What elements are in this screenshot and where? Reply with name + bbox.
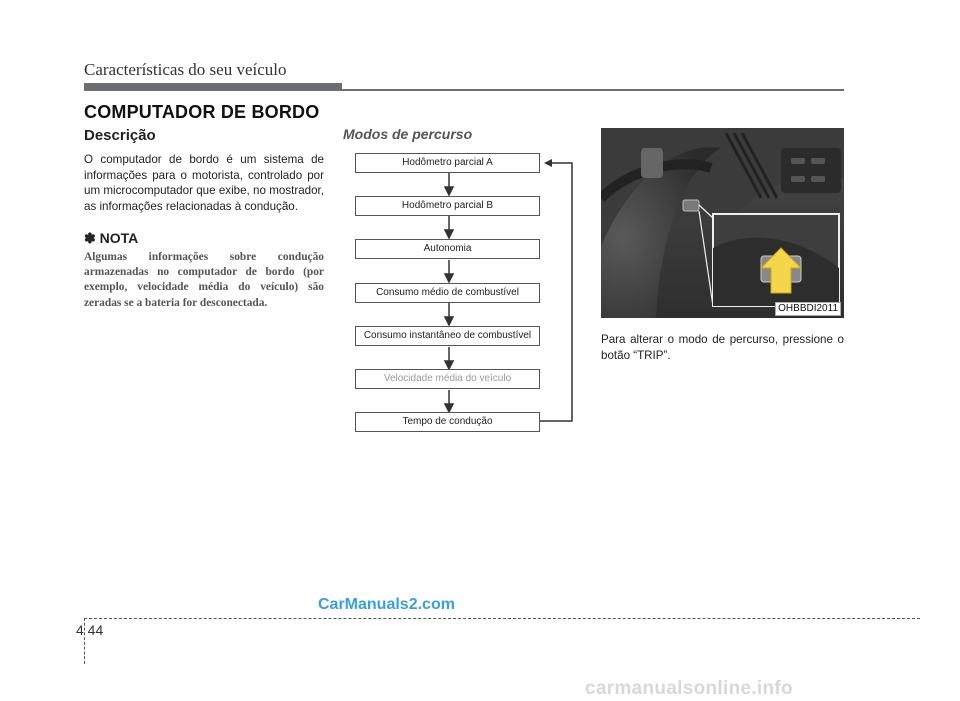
mode-avg-speed: Velocidade média do veículo (355, 369, 540, 389)
mode-avg-fuel: Consumo médio de combustível (355, 283, 540, 303)
mode-trip-a: Hodômetro parcial A (355, 153, 540, 173)
dashboard-illustration (601, 128, 844, 318)
mode-instant-fuel: Consumo instantâneo de combustível (355, 326, 540, 346)
nota-title: NOTA (99, 230, 139, 246)
dashboard-photo (601, 128, 844, 318)
descricao-body: O computador de bordo é um sistema de informações para o motorista, controlado por um microcomputador que exibe, no mostrador, as informações relacionadas à condução. (84, 153, 324, 213)
mode-range: Autonomia (355, 239, 540, 259)
modos-title: Modos de percurso (343, 126, 473, 142)
page-number: 4 44 (76, 622, 104, 638)
watermark-site: carmanualsonline.info (585, 678, 793, 699)
nota-icon: ✽ (84, 230, 96, 246)
watermark-link[interactable]: CarManuals2.com (318, 596, 455, 613)
descricao-title: Descrição (84, 127, 156, 144)
mode-drive-time: Tempo de condução (355, 412, 540, 432)
nota-body: Algumas informações sobre condução armazenadas no computador de bordo (por exemplo, velocidade média do veículo) são zeradas se a bateria for desconectada. (84, 251, 324, 309)
photo-caption: Para alterar o modo de percurso, pressione o botão “TRIP”. (601, 333, 844, 362)
section-title: COMPUTADOR DE BORDO (84, 102, 320, 122)
header-title: Características do seu veículo (84, 60, 287, 79)
photo-code: OHBBDI2011 (775, 302, 841, 316)
footer-rule (84, 618, 920, 619)
mode-trip-b: Hodômetro parcial B (355, 196, 540, 216)
